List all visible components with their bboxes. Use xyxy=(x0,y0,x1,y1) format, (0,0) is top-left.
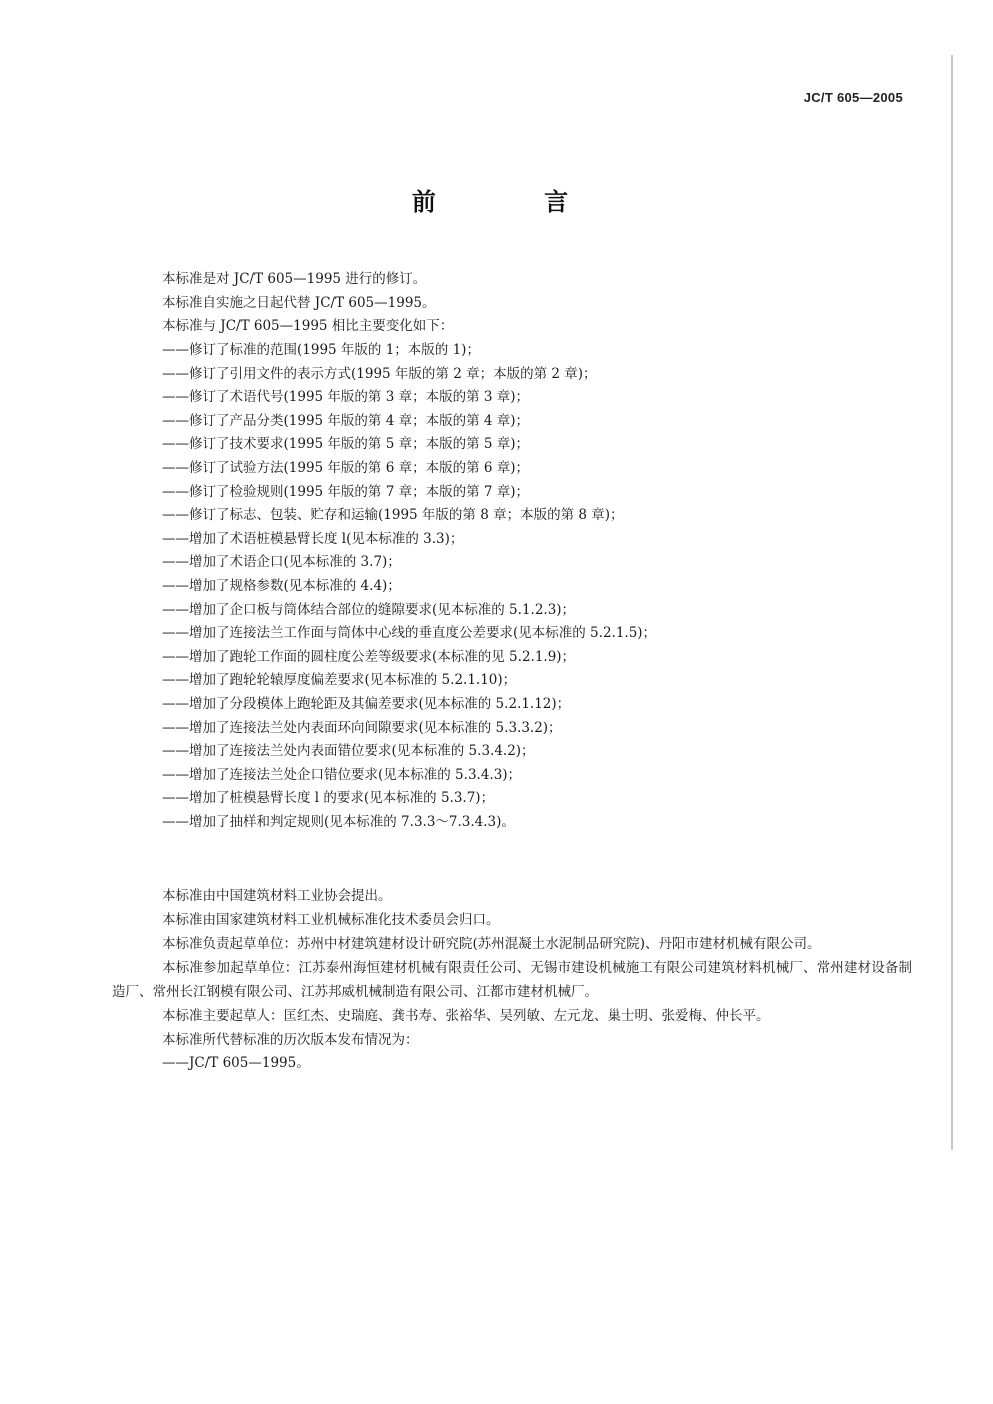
change-item: ——增加了连接法兰处内表面错位要求(见本标准的 5.3.4.2)； xyxy=(162,743,535,760)
intro-block xyxy=(162,268,453,339)
change-item: ——增加了连接法兰工作面与筒体中心线的垂直度公差要求(见本标准的 5.2.1.5)； xyxy=(162,625,657,642)
change-item: ——修订了标志、包装、贮存和运输(1995 年版的第 8 章；本版的第 8 章)； xyxy=(162,507,624,524)
change-item: ——增加了术语桩模悬臂长度 l(见本标准的 3.3)； xyxy=(162,530,464,547)
change-item: ——修订了检验规则(1995 年版的第 7 章；本版的第 7 章)； xyxy=(162,483,530,500)
history-intro: 本标准所代替标准的历次版本发布情况为： xyxy=(162,1032,419,1048)
change-item: ——增加了连接法兰处内表面环向间隙要求(见本标准的 5.3.3.2)； xyxy=(162,719,562,736)
participating-units: 本标准参加起草单位：江苏泰州海恒建材机械有限责任公司、无锡市建设机械施工有限公司建筑材料机械厂、常州建材设备制造厂、常州长江钢模有限公司、江苏邦威机械制造有限公司、江都市建材机械厂。 xyxy=(112,960,912,1000)
change-item: ——增加了跑轮轮辕厚度偏差要求(见本标准的 5.2.1.10)； xyxy=(162,672,517,689)
change-item: ——增加了术语企口(见本标准的 3.7)； xyxy=(162,554,401,571)
change-item: ——增加了桩模悬臂长度 l 的要求(见本标准的 5.3.7)； xyxy=(162,790,495,807)
centralized-by: 本标准由国家建筑材料工业机械标准化技术委员会归口。 xyxy=(162,912,500,928)
change-item: ——修订了试验方法(1995 年版的第 6 章；本版的第 6 章)； xyxy=(162,459,530,476)
main-drafters: 本标准主要起草人：匡红杰、史瑞庭、龚书寿、张裕华、吴列敏、左元龙、巢士明、张爱梅、仲长平。 xyxy=(162,1008,770,1024)
change-list xyxy=(162,339,656,834)
intro-line: 本标准是对 JC/T 605—1995 进行的修订。 xyxy=(162,271,427,287)
history-item: ——JC/T 605—1995。 xyxy=(162,1055,310,1071)
change-item: ——增加了分段模体上跑轮距及其偏差要求(见本标准的 5.2.1.12)； xyxy=(162,695,571,712)
change-item: ——修订了技术要求(1995 年版的第 5 章；本版的第 5 章)； xyxy=(162,436,530,453)
change-item: ——增加了跑轮工作面的圆柱度公差等级要求(本标准的见 5.2.1.9)； xyxy=(162,648,576,665)
change-item: ——修订了产品分类(1995 年版的第 4 章；本版的第 4 章)； xyxy=(162,412,530,429)
change-item: ——增加了连接法兰处企口错位要求(见本标准的 5.3.4.3)； xyxy=(162,766,522,783)
change-item: ——修订了术语代号(1995 年版的第 3 章；本版的第 3 章)； xyxy=(162,389,530,406)
drafting-unit: 本标准负责起草单位：苏州中材建筑建材设计研究院(苏州混凝土水泥制品研究院)、丹阳市建材机械有限公司。 xyxy=(162,936,821,952)
standard-code: JC/T 605—2005 xyxy=(803,90,903,105)
change-item: ——修订了标准的范围(1995 年版的 1；本版的 1)； xyxy=(162,342,480,358)
proposed-by: 本标准由中国建筑材料工业协会提出。 xyxy=(162,888,392,904)
intro-line: 本标准自实施之日起代替 JC/T 605—1995。 xyxy=(162,294,436,311)
intro-line: 本标准与 JC/T 605—1995 相比主要变化如下： xyxy=(162,318,454,335)
change-item: ——增加了企口板与筒体结合部位的缝隙要求(见本标准的 5.1.2.3)； xyxy=(162,601,576,618)
closing-block xyxy=(112,884,912,1076)
change-item: ——修订了引用文件的表示方式(1995 年版的第 2 章；本版的第 2 章)； xyxy=(162,365,597,382)
change-item: ——增加了抽样和判定规则(见本标准的 7.3.3～7.3.4.3)。 xyxy=(162,813,515,830)
page-title: 前 言 xyxy=(411,187,619,216)
page-edge-rule xyxy=(951,55,953,1150)
change-item: ——增加了规格参数(见本标准的 4.4)； xyxy=(162,577,401,594)
